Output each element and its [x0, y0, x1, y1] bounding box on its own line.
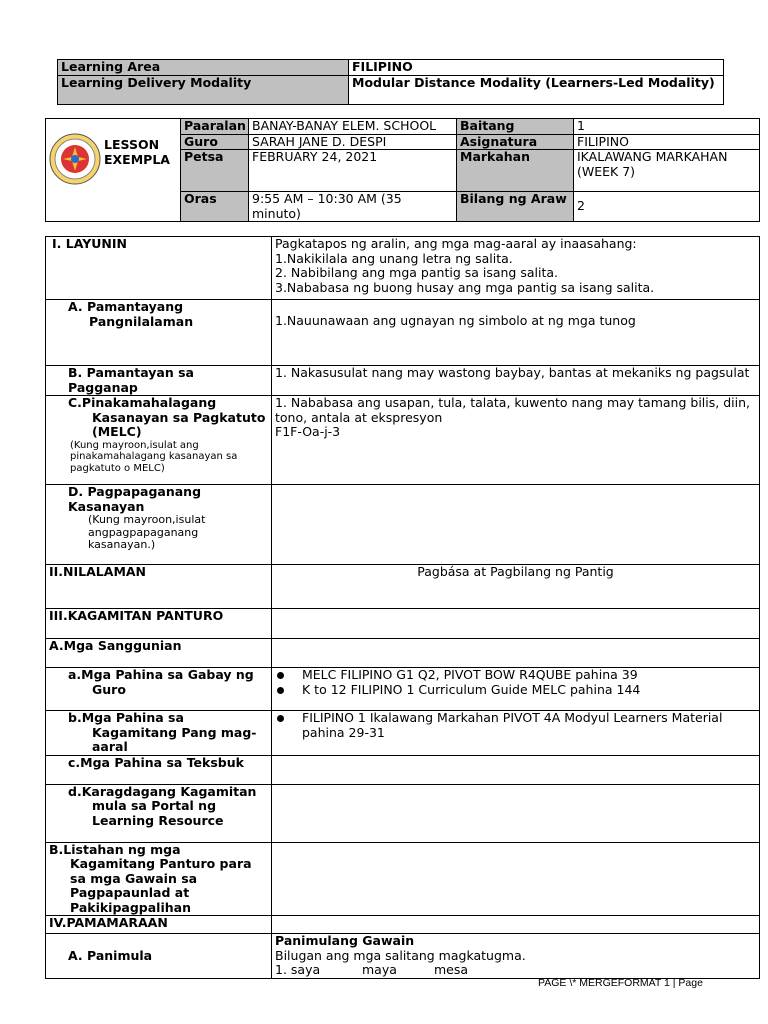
bullet-icon [277, 687, 284, 694]
lesson-info-table [45, 118, 760, 222]
layunin-item-3: 3.Nababasa ng buong husay ang mga pantig sa isang salita. [275, 279, 655, 295]
markahan-label: Markahan [457, 150, 574, 192]
pamantayang-pangnilalaman-label: A. Pamantayang Pangnilalaman [46, 300, 272, 366]
panimula-title: Panimulang Gawain [275, 933, 415, 948]
kagamitang-mag-aaral-label: b.Mga Pahina sa Kagamitang Pang mag-aaral [46, 711, 272, 756]
gabay-item-1: MELC FILIPINO G1 Q2, PIVOT BOW R4QUBE pahina 39 [275, 668, 756, 683]
kagamitan-panturo-value [272, 609, 760, 639]
panimula-word-2: maya [362, 962, 397, 977]
bullet-icon [277, 672, 284, 679]
pamantayan-pagganap-label: B. Pamantayan sa Pagganap [46, 366, 272, 396]
gabay-guro-label: a.Mga Pahina sa Gabay ng Guro [46, 668, 272, 711]
learning-area-table [57, 59, 724, 105]
pamamaraan-label: IV.PAMAMARAAN [46, 916, 272, 934]
baitang-label: Baitang [457, 119, 574, 135]
sanggunian-label: A.Mga Sanggunian [46, 639, 272, 668]
listahan-label: B.Listahan ng mga Kagamitang Panturo para sa mga Gawain sa Pagpapaunlad at Pakikipagpalihan [46, 842, 272, 916]
lesson-exemplar-title: LESSON EXEMPLA [104, 137, 170, 167]
melc-value [272, 396, 760, 485]
learning-area-label: Learning Area [58, 60, 349, 76]
oras-value: 9:55 AM – 10:30 AM (35 minuto) [249, 192, 457, 222]
panimula-value [272, 934, 760, 979]
bilang-value: 2 [574, 192, 760, 222]
melc-note: (Kung mayroon,isulat ang pinakamahalagang kasanayan sa pagkatuto o MELC) [70, 439, 238, 474]
panimula-word-1: 1. saya [275, 962, 321, 977]
layunin-label: I. LAYUNIN [46, 237, 272, 300]
layunin-intro: Pagkatapos ng aralin, ang mga mag-aaral ay inaasahang: [275, 236, 637, 251]
pamamaraan-value [272, 916, 760, 934]
pagpapaganang-kasanayan-value [272, 485, 760, 565]
modality-label: Learning Delivery Modality [58, 75, 349, 104]
page-footer: PAGE \* MERGEFORMAT 1 | Page [538, 977, 703, 989]
karagdagang-kagamitan-label: d.Karagdagang Kagamitan mula sa Portal ng Learning Resource [46, 784, 272, 842]
pagpapaganang-note: (Kung mayroon,isulat angpagpapaganang kasanayan.) [88, 513, 206, 551]
layunin-value [272, 237, 760, 300]
panimula-label: A. Panimula [46, 934, 272, 979]
learning-area-value: FILIPINO [349, 60, 724, 76]
kagamitan-panturo-label: III.KAGAMITAN PANTURO [46, 609, 272, 639]
guro-value: SARAH JANE D. DESPI [249, 134, 457, 150]
bullet-icon [277, 715, 284, 722]
kagamitang-item-1: FILIPINO 1 Ikalawang Markahan PIVOT 4A Modyul Learners Material pahina 29-31 [275, 711, 756, 740]
panimula-instruction: Bilugan ang mga salitang magkatugma. [275, 947, 526, 963]
panimula-word-3: mesa [434, 962, 469, 977]
karagdagang-kagamitan-value [272, 784, 760, 842]
paaralan-value: BANAY-BANAY ELEM. SCHOOL [249, 119, 457, 135]
oras-label: Oras [181, 192, 249, 222]
lesson-logo-cell [46, 119, 181, 222]
deped-seal-icon [49, 133, 101, 185]
modality-value: Modular Distance Modality (Learners-Led Modality) [349, 75, 724, 104]
petsa-value: FEBRUARY 24, 2021 [249, 150, 457, 192]
melc-label: C.Pinakamahalagang Kasanayan sa Pagkatuto (MELC) (Kung mayroon,isulat ang pinakamahalagang kasanayan sa pagkatuto o MELC) [46, 396, 272, 485]
lesson-plan-table [45, 236, 760, 979]
teksbuk-label: c.Mga Pahina sa Teksbuk [46, 755, 272, 784]
asignatura-label: Asignatura [457, 134, 574, 150]
bilang-label: Bilang ng Araw [457, 192, 574, 222]
nilalaman-label: II.NILALAMAN [46, 565, 272, 609]
petsa-label: Petsa [181, 150, 249, 192]
kagamitang-mag-aaral-value [272, 711, 760, 756]
gabay-guro-value [272, 668, 760, 711]
listahan-value [272, 842, 760, 916]
markahan-value: IKALAWANG MARKAHAN (WEEK 7) [574, 150, 760, 192]
teksbuk-value [272, 755, 760, 784]
sanggunian-value [272, 639, 760, 668]
paaralan-label: Paaralan [181, 119, 249, 135]
melc-text: 1. Nababasa ang usapan, tula, talata, kuwento nang may tamang bilis, diin, tono, antala at ekspresyon [275, 395, 750, 425]
pamantayan-pagganap-value: 1. Nakasusulat nang may wastong baybay, bantas at mekaniks ng pagsulat [272, 366, 760, 396]
pamantayang-pangnilalaman-value: 1.Nauunawaan ang ugnayan ng simbolo at ng mga tunog [272, 300, 760, 366]
panimula-words [275, 963, 756, 978]
guro-label: Guro [181, 134, 249, 150]
layunin-item-1: 1.Nakikilala ang unang letra ng salita. [275, 250, 513, 266]
melc-code: F1F-Oa-j-3 [275, 424, 341, 439]
nilalaman-value: Pagbása at Pagbilang ng Pantig [272, 565, 760, 609]
asignatura-value: FILIPINO [574, 134, 760, 150]
baitang-value: 1 [574, 119, 760, 135]
gabay-item-2: K to 12 FILIPINO 1 Curriculum Guide MELC pahina 144 [275, 683, 756, 698]
layunin-item-2: 2. Nabibilang ang mga pantig sa isang salita. [275, 265, 558, 280]
pagpapaganang-kasanayan-label: D. Pagpapaganang Kasanayan (Kung mayroon,isulat angpagpapaganang kasanayan.) [46, 485, 272, 565]
